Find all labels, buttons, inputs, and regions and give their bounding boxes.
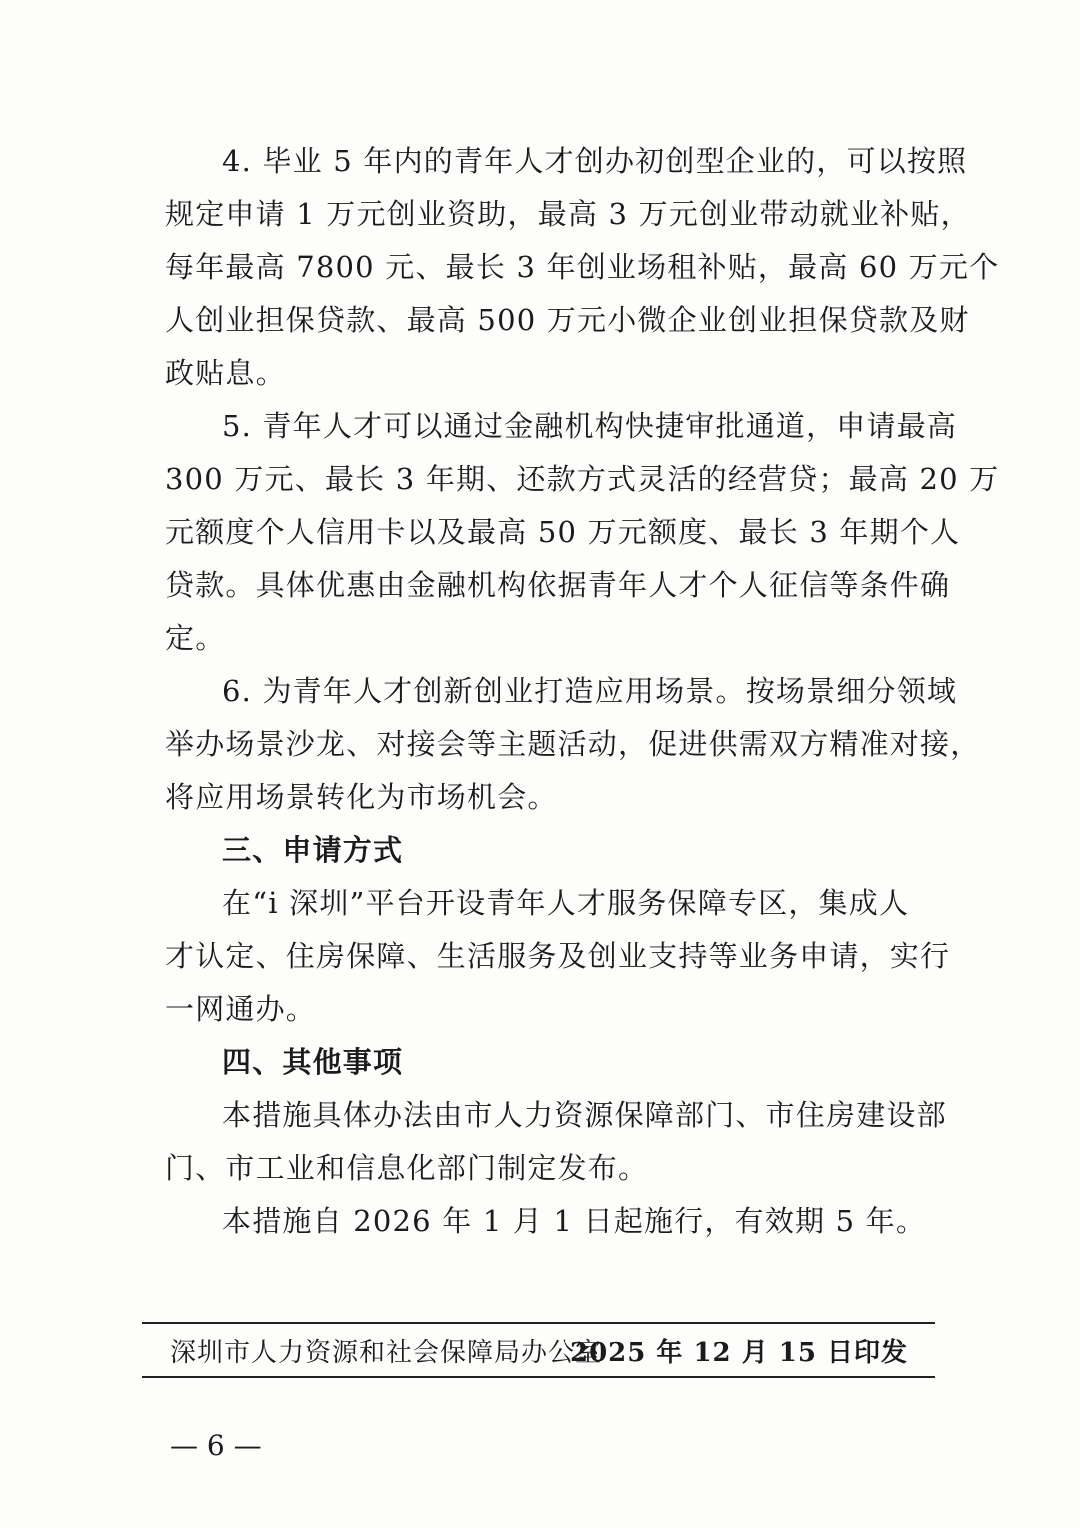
issue-date: 2025 年 12 月 15 日印发 [570, 1338, 908, 1368]
paragraph-6-line-3: 将应用场景转化为市场机会。 [165, 780, 558, 814]
section-4-line-1: 本措施具体办法由市人力资源保障部门、市住房建设部 [222, 1098, 947, 1132]
paragraph-5-line-5: 定。 [165, 621, 226, 655]
paragraph-6-line-1: 6. 为青年人才创新创业打造应用场景。按场景细分领域 [222, 674, 958, 708]
paragraph-4-line-4: 人创业担保贷款、最高 500 万元小微企业创业担保贷款及财 [165, 303, 970, 337]
paragraph-4-line-2: 规定申请 1 万元创业资助，最高 3 万元创业带动就业补贴， [165, 197, 971, 231]
footer-top-rule [142, 1322, 935, 1324]
section-4-line-3: 本措施自 2026 年 1 月 1 日起施行，有效期 5 年。 [222, 1204, 927, 1238]
paragraph-4-line-3: 每年最高 7800 元、最长 3 年创业场租补贴，最高 60 万元个 [165, 250, 1000, 284]
footer-bottom-rule [142, 1376, 935, 1378]
section-3-line-1: 在“i 深圳”平台开设青年人才服务保障专区，集成人 [222, 886, 910, 920]
paragraph-4-line-5: 政贴息。 [165, 356, 286, 390]
section-4-line-2: 门、市工业和信息化部门制定发布。 [165, 1151, 649, 1185]
paragraph-6-line-2: 举办场景沙龙、对接会等主题活动，促进供需双方精准对接， [165, 727, 981, 761]
section-4-heading: 四、其他事项 [222, 1045, 404, 1079]
section-3-heading: 三、申请方式 [222, 833, 404, 867]
page-number: — 6 — [170, 1429, 262, 1462]
issuer-name: 深圳市人力资源和社会保障局办公室 [170, 1338, 603, 1368]
paragraph-5-line-3: 元额度个人信用卡以及最高 50 万元额度、最长 3 年期个人 [165, 515, 961, 549]
section-3-line-3: 一网通办。 [165, 992, 317, 1026]
paragraph-5-line-2: 300 万元、最长 3 年期、还款方式灵活的经营贷；最高 20 万 [165, 462, 1000, 496]
section-3-line-2: 才认定、住房保障、生活服务及创业支持等业务申请，实行 [165, 939, 951, 973]
paragraph-5-line-1: 5. 青年人才可以通过金融机构快捷审批通道，申请最高 [222, 409, 958, 443]
paragraph-5-line-4: 贷款。具体优惠由金融机构依据青年人才个人征信等条件确 [165, 568, 951, 602]
paragraph-4-line-1: 4. 毕业 5 年内的青年人才创办初创型企业的，可以按照 [222, 144, 968, 178]
